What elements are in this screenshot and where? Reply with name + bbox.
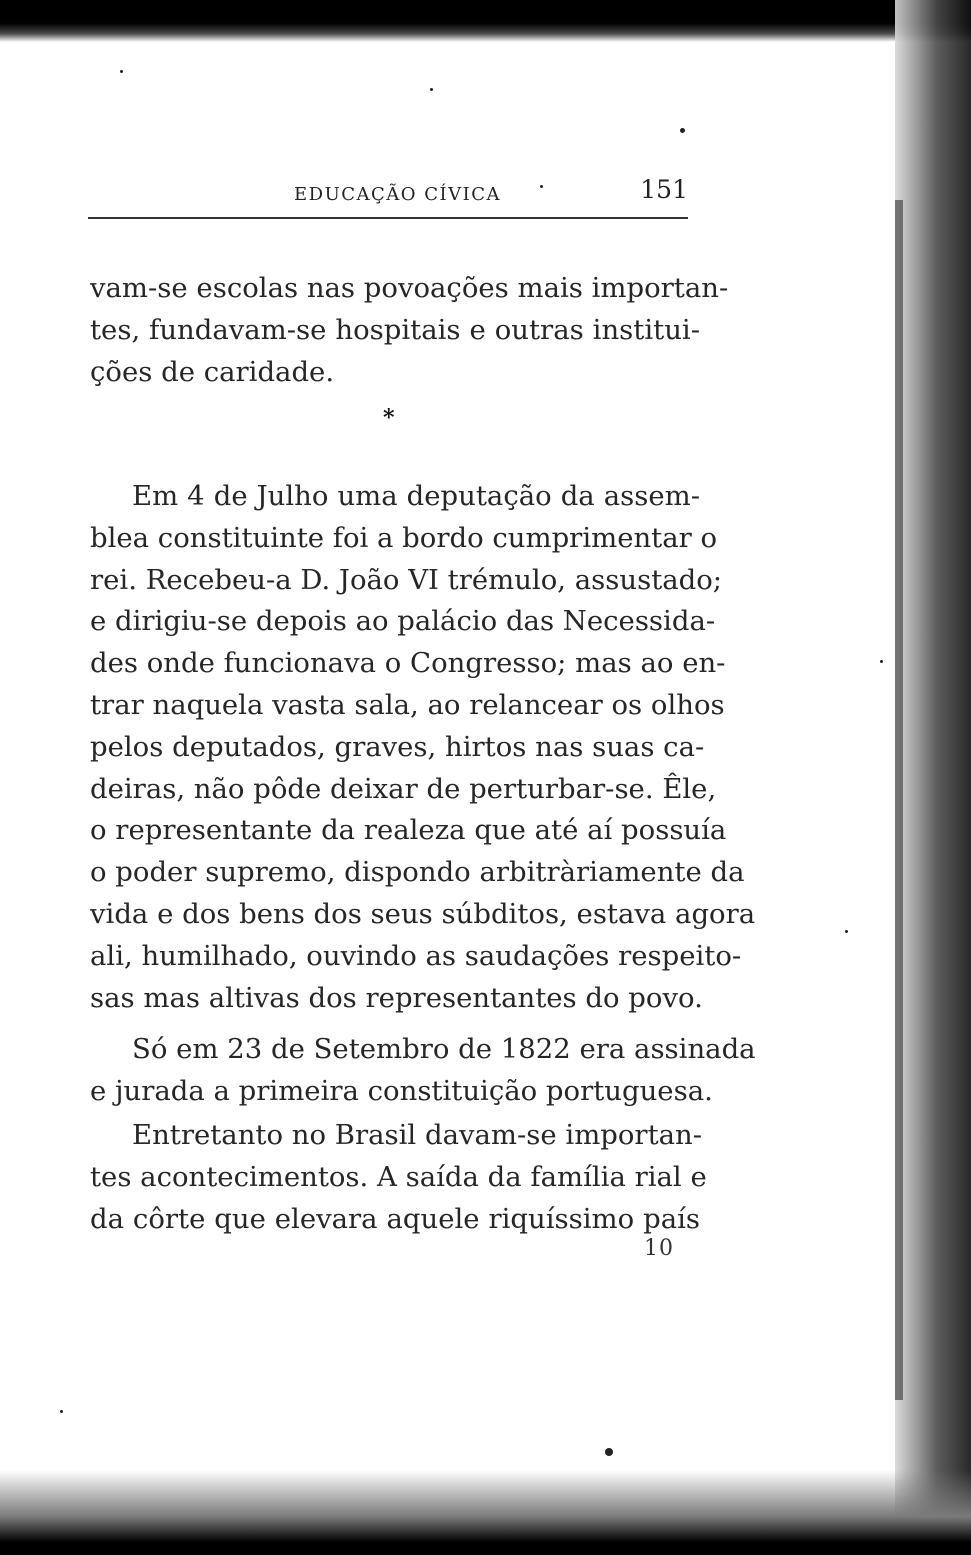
header-rule: [88, 217, 688, 219]
text-line: des onde funcionava o Congresso; mas ao en-: [90, 647, 726, 680]
running-title: EDUCAÇÃO CÍVICA: [294, 184, 502, 205]
paragraph-1: [90, 268, 729, 393]
text-line: ções de caridade.: [90, 355, 335, 388]
text-line: rei. Recebeu-a D. João VI trémulo, assustado;: [90, 563, 723, 596]
text-line: Entretanto no Brasil davam-se importan-: [132, 1119, 703, 1151]
text-line: Em 4 de Julho uma deputação da assem-: [132, 480, 700, 512]
text-line: tes acontecimentos. A saída da família rial e: [90, 1160, 707, 1193]
text-line: Só em 23 de Setembro de 1822 era assinada: [132, 1033, 756, 1065]
text-line: deiras, não pôde deixar de perturbar-se. Êle,: [90, 772, 717, 805]
paragraph-3: [90, 1029, 756, 1113]
text-line: ali, humilhado, ouvindo as saudações respeito-: [90, 939, 742, 972]
running-head: [88, 172, 688, 218]
printer-signature-mark: 10: [644, 1236, 674, 1261]
text-line: blea constituinte foi a bordo cumprimentar o: [90, 521, 718, 554]
paragraph-2: [90, 476, 756, 1019]
text-line: da côrte que elevara aquele riquíssimo país: [90, 1202, 700, 1235]
text-line: pelos deputados, graves, hirtos nas suas ca-: [90, 730, 705, 763]
text-line: e jurada a primeira constituição portuguesa.: [90, 1074, 713, 1107]
text-line: tes, fundavam-se hospitais e outras institui-: [90, 313, 700, 346]
text-line: o poder supremo, dispondo arbitràriamente da: [90, 856, 745, 889]
text-line: sas mas altivas dos representantes do povo.: [90, 981, 703, 1014]
text-line: e dirigiu-se depois ao palácio das Necessida-: [90, 605, 716, 638]
page-number: 151: [640, 175, 688, 204]
paragraph-4: [90, 1115, 707, 1240]
text-line: o representante da realeza que até aí possuía: [90, 814, 727, 847]
section-separator: *: [383, 405, 395, 431]
text-line: trar naquela vasta sala, ao relancear os olhos: [90, 688, 725, 721]
text-line: vam-se escolas nas povoações mais importan-: [90, 272, 729, 304]
text-line: vida e dos bens dos seus súbditos, estava agora: [90, 897, 756, 930]
